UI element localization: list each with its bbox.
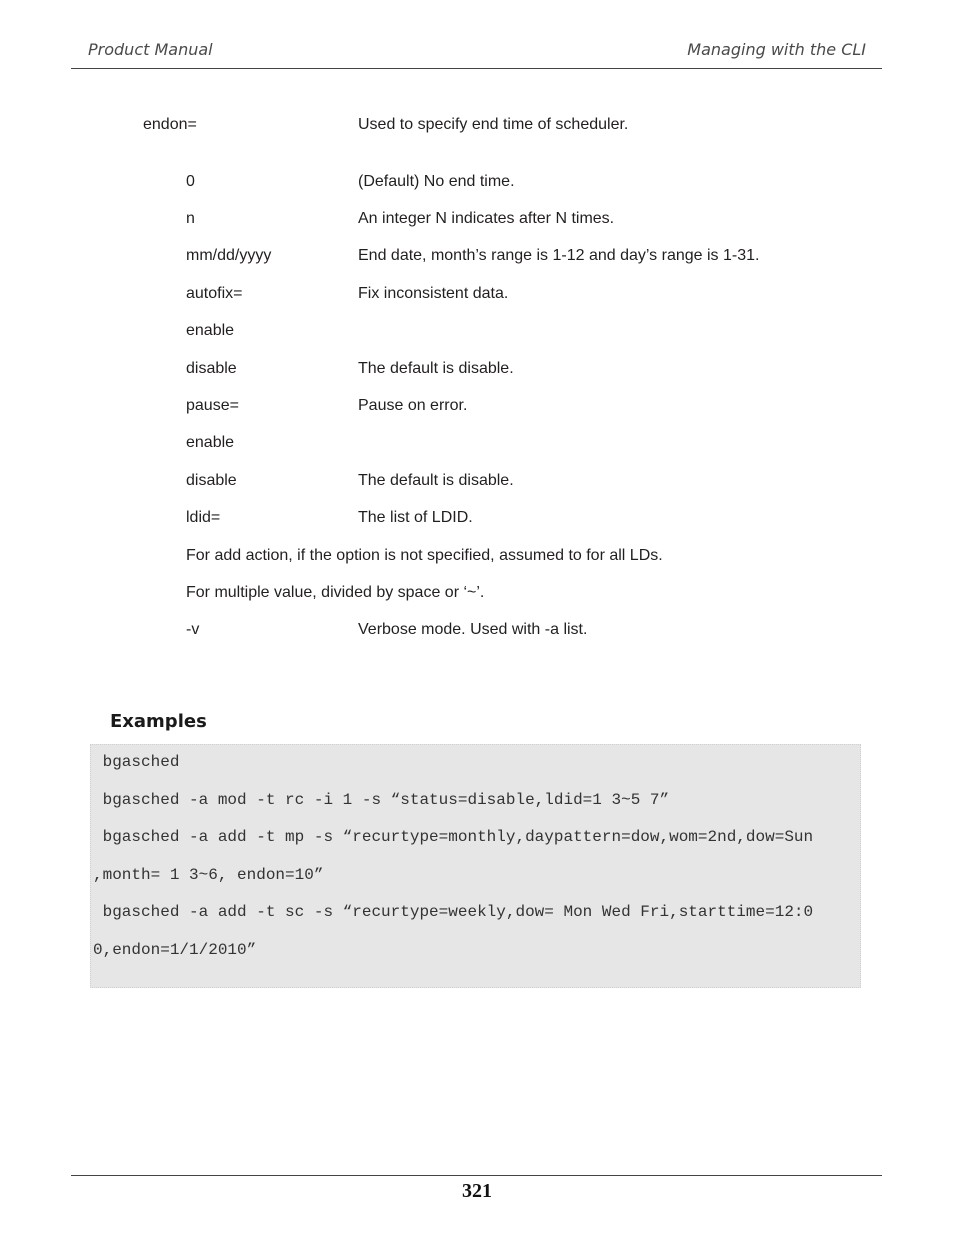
option-desc: Pause on error. [358,397,468,414]
header-rule [71,68,882,69]
option-term: pause= [186,397,239,414]
page-number: 321 [462,1180,492,1202]
header-title: Product Manual [88,40,213,59]
code-line: 0,endon=1/1/2010” [93,941,257,959]
option-desc: The default is disable. [358,360,514,377]
code-line: bgasched -a mod -t rc -i 1 -s “status=disable,ldid=1 3~5 7” [93,791,670,809]
code-line: bgasched -a add -t mp -s “recurtype=monthly,daypattern=dow,wom=2nd,dow=Sun [93,828,814,846]
option-note: For add action, if the option is not specified, assumed to for all LDs. [186,547,663,564]
option-desc: The list of LDID. [358,509,473,526]
option-desc: Fix inconsistent data. [358,285,509,302]
code-line: bgasched [93,753,180,771]
code-block [90,744,861,988]
option-term: ldid= [186,509,221,526]
option-desc: Verbose mode. Used with -a list. [358,621,588,638]
option-term: endon= [143,116,197,133]
option-desc: An integer N indicates after N times. [358,210,615,227]
option-term: -v [186,621,200,638]
option-term: mm/dd/yyyy [186,247,272,264]
header-section: Managing with the CLI [687,40,866,59]
option-term: n [186,210,195,227]
option-desc: End date, month’s range is 1-12 and day’s range is 1-31. [358,247,760,264]
code-line: bgasched -a add -t sc -s “recurtype=weekly,dow= Mon Wed Fri,starttime=12:0 [93,903,814,921]
option-term: disable [186,472,237,489]
option-term: autofix= [186,285,243,302]
option-note: For multiple value, divided by space or ‘~’. [186,584,485,601]
option-desc: (Default) No end time. [358,173,515,190]
option-desc: The default is disable. [358,472,514,489]
footer-rule [71,1175,882,1176]
option-desc: Used to specify end time of scheduler. [358,116,629,133]
option-term: enable [186,434,235,451]
code-line: ,month= 1 3~6, endon=10” [93,866,324,884]
examples-heading: Examples [110,711,207,732]
option-term: 0 [186,173,195,190]
option-term: disable [186,360,237,377]
option-term: enable [186,322,235,339]
